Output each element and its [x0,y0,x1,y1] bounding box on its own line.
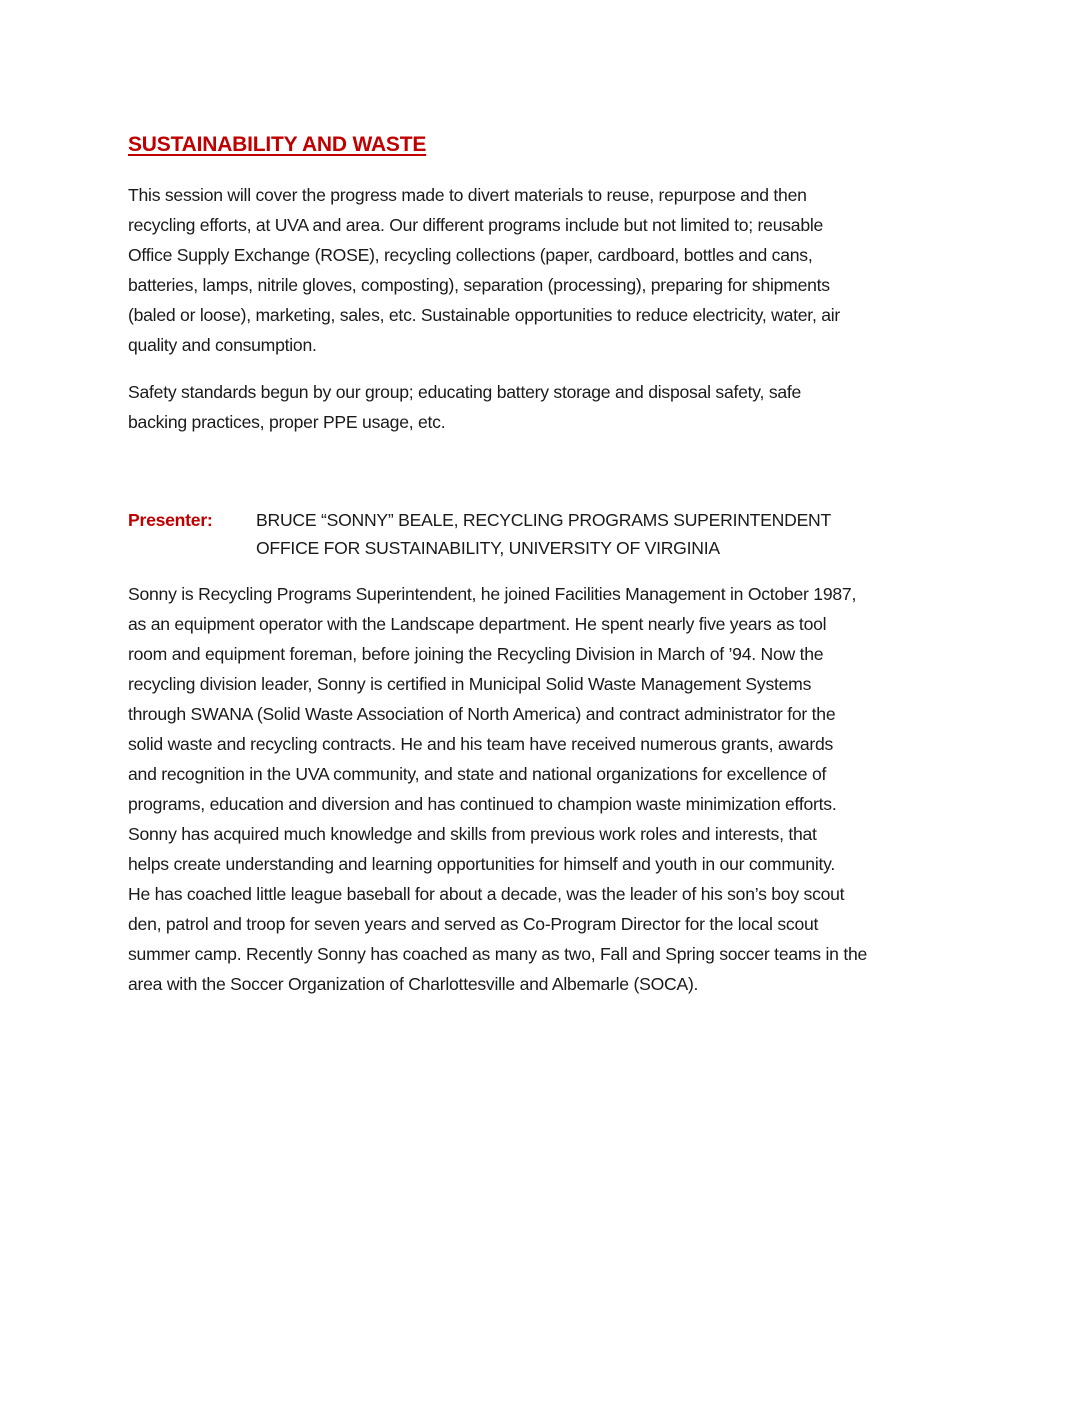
bio-line: He has coached little league baseball for about a decade, was the leader of his son’s boy scout [128,884,845,904]
document-page [128,130,968,999]
bio-line: summer camp. Recently Sonny has coached as many as two, Fall and Spring soccer teams in the [128,944,868,964]
safety-line: backing practices, proper PPE usage, etc. [128,412,446,432]
section-heading: SUSTAINABILITY AND WASTE [128,133,427,156]
intro-line: recycling efforts, at UVA and area. Our different programs include but not limited to; reusable [128,215,824,235]
presenter-details [256,506,831,562]
bio-line: helps create understanding and learning opportunities for himself and youth in our community. [128,854,835,874]
safety-paragraph [128,377,968,437]
bio-line: as an equipment operator with the Landscape department. He spent nearly five years as tool [128,614,827,634]
presenter-organization: OFFICE FOR SUSTAINABILITY, UNIVERSITY OF VIRGINIA [256,538,720,558]
bio-line: through SWANA (Solid Waste Association of North America) and contract administrator for the [128,704,836,724]
bio-line: and recognition in the UVA community, and state and national organizations for excellence of [128,764,827,784]
bio-line: programs, education and diversion and has continued to champion waste minimization efforts. [128,794,837,814]
bio-line: den, patrol and troop for seven years and served as Co-Program Director for the local scout [128,914,819,934]
presenter-block [128,506,968,562]
intro-line: Office Supply Exchange (ROSE), recycling collections (paper, cardboard, bottles and cans, [128,245,813,265]
bio-line: Sonny has acquired much knowledge and skills from previous work roles and interests, that [128,824,817,844]
intro-line: This session will cover the progress made to divert materials to reuse, repurpose and then [128,185,807,205]
bio-line: solid waste and recycling contracts. He and his team have received numerous grants, awards [128,734,834,754]
bio-line: room and equipment foreman, before joining the Recycling Division in March of ’94. Now the [128,644,824,664]
intro-paragraph [128,180,968,360]
intro-line: (baled or loose), marketing, sales, etc. Sustainable opportunities to reduce electricity, water, air [128,305,841,325]
bio-paragraph [128,579,968,999]
intro-line: quality and consumption. [128,335,317,355]
bio-line: area with the Soccer Organization of Charlottesville and Albemarle (SOCA). [128,974,699,994]
bio-line: Sonny is Recycling Programs Superintendent, he joined Facilities Management in October 1987, [128,584,857,604]
presenter-label: Presenter: [128,510,213,530]
bio-line: recycling division leader, Sonny is certified in Municipal Solid Waste Management Systems [128,674,812,694]
safety-line: Safety standards begun by our group; educating battery storage and disposal safety, safe [128,382,802,402]
intro-line: batteries, lamps, nitrile gloves, composting), separation (processing), preparing for shipments [128,275,830,295]
presenter-name: BRUCE “SONNY” BEALE, RECYCLING PROGRAMS SUPERINTENDENT [256,510,832,530]
